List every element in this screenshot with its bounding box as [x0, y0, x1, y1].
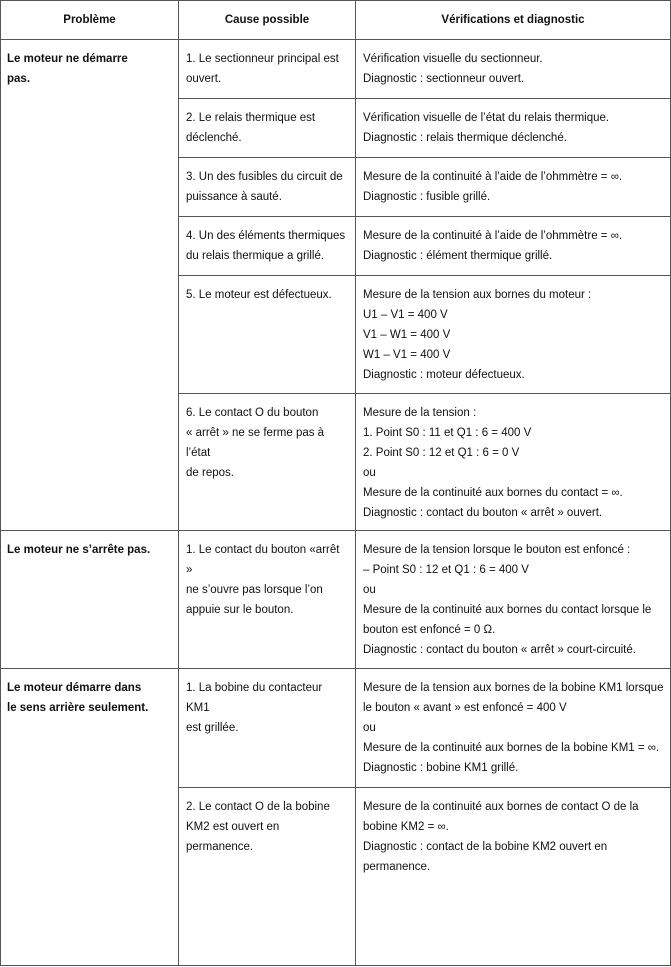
problem-text: Le moteur ne démarre [7, 53, 128, 65]
cause-cell [179, 394, 356, 531]
cause-text: 4. Un des éléments thermiques [186, 230, 346, 242]
cause-text: ouvert. [186, 73, 222, 85]
cause-cell [179, 788, 356, 966]
cause-text: « arrêt » ne se ferme pas à l’état [186, 427, 328, 459]
check-text: Mesure de la tension aux bornes du moteur : [363, 289, 592, 301]
cause-cell [179, 276, 356, 394]
check-text: ou [363, 722, 376, 734]
cause-cell [179, 99, 356, 158]
cause-text: 6. Le contact O du bouton [186, 407, 319, 419]
header-cause-possible: Cause possible [179, 1, 356, 40]
check-text: bouton est enfoncé = 0 Ω. [363, 624, 496, 636]
cause-cell [179, 217, 356, 276]
table-row [1, 40, 671, 99]
check-cell [356, 531, 671, 669]
check-text: – Point S0 : 12 et Q1 : 6 = 400 V [363, 564, 529, 576]
check-text: le bouton « avant » est enfoncé = 400 V [363, 702, 567, 714]
check-text: Diagnostic : sectionneur ouvert. [363, 73, 525, 85]
cause-cell [179, 669, 356, 788]
check-text: Mesure de la continuité à l’aide de l’ohmmètre = ∞. [363, 230, 623, 242]
cause-text: appuie sur le bouton. [186, 604, 294, 616]
problem-text: le sens arrière seulement. [7, 702, 149, 714]
check-cell [356, 788, 671, 966]
cause-text: du relais thermique a grillé. [186, 250, 325, 262]
problem-text: Le moteur démarre dans [7, 682, 142, 694]
check-text: Mesure de la tension aux bornes de la bobine KM1 lorsque [363, 682, 664, 694]
check-text: Mesure de la continuité aux bornes du contact = ∞. [363, 487, 623, 499]
check-text: U1 – V1 = 400 V [363, 309, 448, 321]
check-text: ou [363, 467, 376, 479]
check-text: Diagnostic : moteur défectueux. [363, 369, 525, 381]
check-text: Vérification visuelle du sectionneur. [363, 53, 543, 65]
check-text: Diagnostic : élément thermique grillé. [363, 250, 553, 262]
cause-text: 2. Le relais thermique est [186, 112, 316, 124]
check-text: V1 – W1 = 400 V [363, 329, 451, 341]
cause-text: est grillée. [186, 722, 239, 734]
check-text: Diagnostic : relais thermique déclenché. [363, 132, 567, 144]
check-text: ou [363, 584, 376, 596]
header-row [1, 1, 671, 40]
check-text: Mesure de la continuité aux bornes de la bobine KM1 = ∞. [363, 742, 660, 754]
check-text: 2. Point S0 : 12 et Q1 : 6 = 0 V [363, 447, 520, 459]
problem-cell [1, 40, 179, 531]
check-text: Mesure de la continuité aux bornes de contact O de la [363, 801, 639, 813]
cause-text: KM2 est ouvert en permanence. [186, 821, 283, 853]
check-text: Diagnostic : fusible grillé. [363, 191, 491, 203]
check-text: Mesure de la tension lorsque le bouton est enfoncé : [363, 544, 631, 556]
check-text: Mesure de la tension : [363, 407, 477, 419]
problem-text: pas. [7, 73, 31, 85]
check-cell [356, 276, 671, 394]
cause-cell [179, 40, 356, 99]
check-cell [356, 217, 671, 276]
check-text: bobine KM2 = ∞. [363, 821, 449, 833]
check-text: Mesure de la continuité à l’aide de l’ohmmètre = ∞. [363, 171, 623, 183]
cause-text: de repos. [186, 467, 234, 479]
cause-text: 1. Le contact du bouton «arrêt » [186, 544, 343, 576]
check-text: Vérification visuelle de l’état du relais thermique. [363, 112, 610, 124]
check-cell [356, 99, 671, 158]
cause-cell [179, 158, 356, 217]
cause-text: 1. Le sectionneur principal est [186, 53, 339, 65]
problem-cell [1, 531, 179, 669]
problem-text: Le moteur ne s’arrête pas. [7, 544, 151, 556]
cause-text: 2. Le contact O de la bobine [186, 801, 330, 813]
check-text: Diagnostic : contact du bouton « arrêt » court-circuité. [363, 644, 636, 656]
check-text: Diagnostic : contact de la bobine KM2 ouvert en [363, 841, 608, 853]
check-text: Diagnostic : contact du bouton « arrêt » ouvert. [363, 507, 603, 519]
cause-text: ne s’ouvre pas lorsque l’on [186, 584, 323, 596]
check-text: permanence. [363, 861, 431, 873]
check-text: W1 – V1 = 400 V [363, 349, 451, 361]
header-probleme: Problème [1, 1, 179, 40]
cause-text: 1. La bobine du contacteur KM1 [186, 682, 326, 714]
cause-text: 5. Le moteur est défectueux. [186, 289, 332, 301]
check-cell [356, 158, 671, 217]
problem-cell [1, 669, 179, 966]
check-cell [356, 394, 671, 531]
cause-text: 3. Un des fusibles du circuit de [186, 171, 343, 183]
cause-text: déclenché. [186, 132, 242, 144]
cause-text: puissance à sauté. [186, 191, 282, 203]
header-verifications-diagnostic: Vérifications et diagnostic [356, 1, 671, 40]
check-cell [356, 40, 671, 99]
table-row [1, 531, 671, 669]
cause-cell [179, 531, 356, 669]
check-text: 1. Point S0 : 11 et Q1 : 6 = 400 V [363, 427, 532, 439]
check-text: Diagnostic : bobine KM1 grillé. [363, 762, 519, 774]
check-cell [356, 669, 671, 788]
check-text: Mesure de la continuité aux bornes du contact lorsque le [363, 604, 652, 616]
table-row [1, 669, 671, 788]
